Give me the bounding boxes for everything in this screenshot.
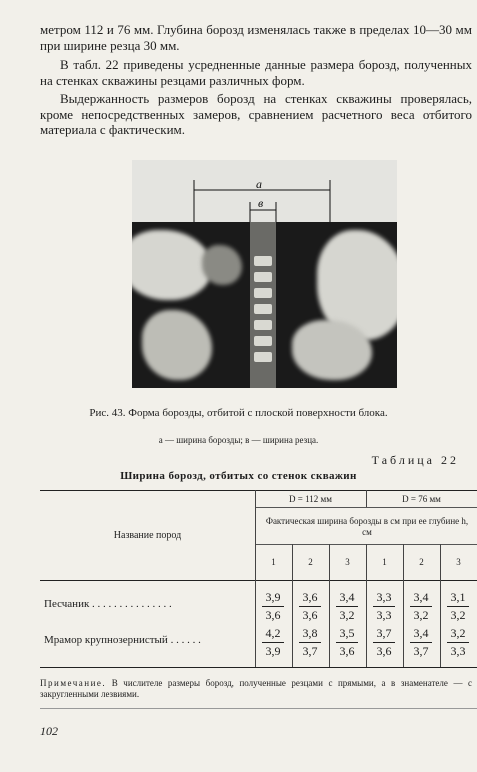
fraction-bar: [410, 606, 432, 607]
depth-header: 3: [345, 557, 350, 567]
value-bottom: 3,6: [339, 644, 355, 658]
value-bottom: 3,6: [376, 644, 392, 658]
depth-header: 2: [308, 557, 313, 567]
table-rule-header: [40, 580, 477, 581]
value-top: 3,4: [413, 626, 429, 640]
value-top: 3,7: [376, 626, 392, 640]
value-bottom: 3,6: [265, 608, 281, 622]
fraction-bar: [299, 642, 321, 643]
value-top: 3,9: [265, 590, 281, 604]
label-a: а: [256, 177, 262, 191]
figure-photo: [132, 160, 397, 388]
row-name-sandstone: Песчаник . . . . . . . . . . . . . . .: [44, 598, 172, 610]
value-top: 3,8: [302, 626, 318, 640]
column-header-d76: D = 76 мм: [402, 494, 441, 504]
value-bottom: 3,2: [413, 608, 429, 622]
depth-header: 1: [382, 557, 387, 567]
fraction-bar: [373, 606, 395, 607]
fraction-bar: [336, 642, 358, 643]
fraction-bar: [447, 642, 469, 643]
table-title: Ширина борозд, отбитых со стенок скважин: [120, 470, 357, 482]
value-top: 3,4: [339, 590, 355, 604]
figure-legend: а — ширина борозды; в — ширина резца.: [158, 435, 319, 445]
fraction-bar: [262, 606, 284, 607]
note-label: Примечание.: [40, 678, 107, 688]
value-bottom: 3,6: [302, 608, 318, 622]
value-bottom: 3,7: [302, 644, 318, 658]
depth-header: 3: [456, 557, 461, 567]
table-rule: [255, 507, 477, 508]
fraction-bar: [262, 642, 284, 643]
depth-header: 2: [419, 557, 424, 567]
table-rule-bottom: [40, 667, 477, 668]
paragraph-3: Выдержанность размеров борозд на стенках скважины проверялась, кроме непосредственных замеров, сравнением расчетного веса отбитого материала с фактическим.: [40, 91, 472, 137]
figure-caption: Рис. 43. Форма борозды, отбитой с плоской поверхности блока.: [89, 407, 388, 419]
table-number: Таблица 22: [371, 453, 459, 467]
value-top: 3,1: [450, 590, 466, 604]
column-subheader: Фактическая ширина борозды в см при ее глубине h, см: [265, 516, 469, 537]
column-header-name: Название пород: [113, 530, 182, 541]
value-top: 3,4: [413, 590, 429, 604]
fraction-bar: [410, 642, 432, 643]
table-vrule: [255, 490, 256, 667]
label-b: в: [258, 196, 264, 210]
note-text: В числителе размеры борозд, полученные резцами с прямыми, а в знаменателе — с закругленными лезвиями.: [40, 678, 472, 699]
value-bottom: 3,2: [450, 608, 466, 622]
table-rule-top: [40, 490, 477, 491]
fraction-bar: [447, 606, 469, 607]
value-top: 3,3: [376, 590, 392, 604]
value-bottom: 3,7: [413, 644, 429, 658]
value-bottom: 3,2: [339, 608, 355, 622]
page-number: 102: [40, 724, 58, 738]
value-bottom: 3,3: [450, 644, 466, 658]
column-header-d112: D = 112 мм: [289, 494, 332, 504]
value-top: 3,5: [339, 626, 355, 640]
fraction-bar: [336, 606, 358, 607]
value-bottom: 3,3: [376, 608, 392, 622]
paragraph-2: В табл. 22 приведены усредненные данные размера борозд, полученных на стенках скважины резцами различных форм.: [40, 57, 472, 88]
fraction-bar: [299, 606, 321, 607]
table-note: [40, 678, 472, 700]
paragraph-1: метром 112 и 76 мм. Глубина борозд изменялась также в пределах 10—30 мм при ширине резца 30 мм.: [40, 22, 472, 53]
row-name-marble: Мрамор крупнозернистый . . . . . .: [44, 634, 201, 646]
dimension-lines: [132, 160, 397, 388]
fraction-bar: [373, 642, 395, 643]
depth-header: 1: [271, 557, 276, 567]
value-top: 4,2: [265, 626, 281, 640]
value-bottom: 3,9: [265, 644, 281, 658]
footer-rule: [40, 708, 477, 709]
value-top: 3,2: [450, 626, 466, 640]
value-top: 3,6: [302, 590, 318, 604]
